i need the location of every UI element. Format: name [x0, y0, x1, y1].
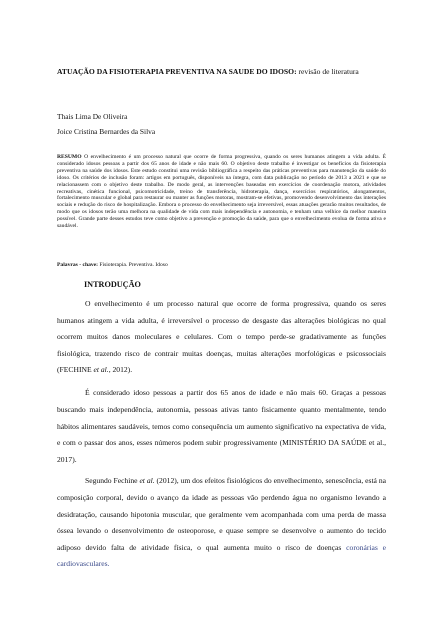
author-2: Joice Cristina Bernardes da Silva — [57, 127, 156, 136]
paper-title-main: ATUAÇÃO DA FISIOTERAPIA PREVENTIVA NA SAUDE DO IDOSO: — [57, 67, 297, 76]
paragraph-1-text: O envelhecimento é um processo natural que ocorre de forma progressiva, quando os seres humanos atingem a vida adulta, é irreversível o processo de desgaste das alterações biológicas no qual ocorrem muitos danos moleculares e celulares. Com o tempo perde-se gradativamente as funções fisiológica, trazendo risco de contrair muitas doenças, muitas alterações morfológicas e psicossociais (FECHINE — [57, 299, 386, 375]
paragraph-3-start: Segundo Fechine — [85, 476, 138, 486]
paper-title — [57, 64, 386, 80]
author-1: Thais Lima De Oliveira — [57, 112, 128, 121]
introduction-body — [57, 296, 386, 579]
keywords — [57, 262, 386, 269]
paragraph-3-end: coronárias e cardiovasculares. — [57, 542, 386, 569]
paragraph-2: É considerado idoso pessoas a partir dos 65 anos de idade e não mais 60. Graças a pessoas buscando mais independência, autonomia, pessoas ativas tanto fisicamente quanto mentalmente, tendo hábitos alimentares saudáveis, temos como consequência um aumento significativo na expectativa de vida, e com o passar dos anos, esses números podem subir progressivamente (MINISTÉRIO DA SAÚDE et al., 2017). — [57, 388, 386, 464]
abstract-text: O envelhecimento é um processo natural que ocorre de forma progressiva, quando os seres humanos atingem a vida adulta. É considerado idosos pessoas a partir dos 65 anos de idade e não mais 60. O objetivo deste trabalho é investigar os benefícios da fisioterapia preventiva na saúde dos idosos. Este estudo constitui uma revisão bibliográfica a respeito das práticas preventivas para manutenção da saúde do idoso. Os critérios de inclusão foram: artigos em português, disponíveis na íntegra, com data publicação no período de 2013 a 2021 e que se relacionassem com o objetivo deste trabalho. De modo geral, as intervenções baseadas em exercícios de coordenação motora, atividades recreativas, cinética funcional, psicomotricidade, treino de transferência, hidroterapia, dança, exercícios respiratórios, alongamentos, fortalecimento muscular e global para restaurar ou manter as funções motoras, mostram-se efetivas, promovendo desenvolvimento das interações sociais e redução do risco de hospitalização. Embora o processo do envelhecimento seja irreversível, essas atuações gerarão muitos resultados, de modo que os idosos terão uma melhora na qualidade de vida com mais independência e autonomia, e tenham uma velhice da melhor maneira possível. Grande parte desses estudos teve como objetivo a prevenção e promoção da saúde, para que o envelhecimento evolua de forma ativa e saudável. — [57, 154, 386, 230]
paragraph-1-et-al: et al. — [93, 365, 109, 375]
abstract — [57, 154, 386, 230]
paper-title-subtitle: revisão de literatura — [296, 67, 359, 76]
paragraph-3-text: (2012), um dos efeitos fisiológicos do envelhecimento, senescência, está na composição corporal, devido o avanço da idade as pessoas vão perdendo água no organismo levando a desidratação, causando hipotonia muscular, que geralmente vem acompanhada com uma perda de massa óssea levando o desenvolvimento de osteoporose, e quase sempre se desenvolve o aumento do tecido adiposo devido falta de atividade física, o qual aumenta muito o risco de doenças — [57, 476, 386, 552]
paragraph-3-et-al: et al. — [139, 476, 155, 486]
keywords-label: Palavras - chave: — [57, 262, 99, 268]
section-heading-introducao: INTRODUÇÃO — [84, 280, 141, 289]
paragraph-3 — [57, 473, 386, 573]
abstract-label: RESUMO — [57, 154, 82, 160]
paragraph-1 — [57, 296, 386, 379]
paragraph-1-end: , 2012). — [108, 365, 133, 375]
keywords-text: Fisioterapia. Preventiva. Idoso — [98, 262, 168, 268]
